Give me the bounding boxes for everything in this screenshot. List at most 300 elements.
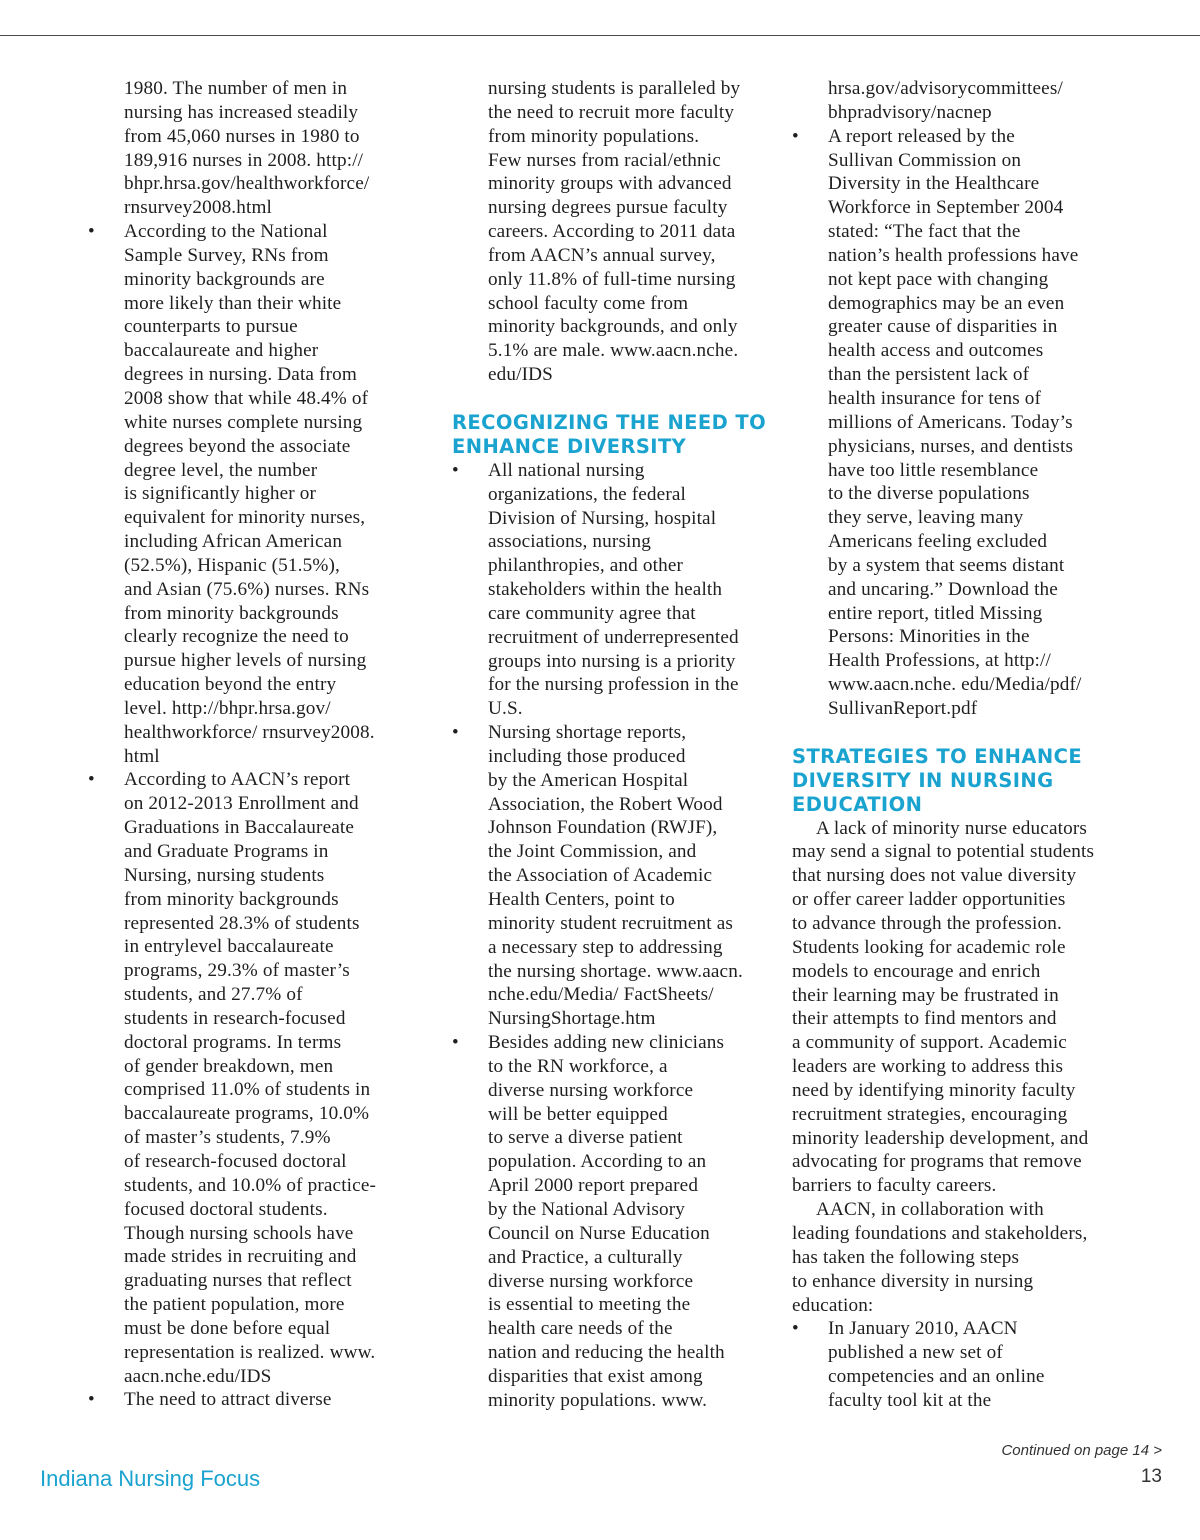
text-line: [88, 1126, 408, 1150]
text-line: [792, 101, 1137, 125]
text-line: [88, 935, 408, 959]
text-line: [452, 77, 776, 101]
line-text: 189,916 nurses in 2008. http://: [124, 149, 364, 171]
line-text: comprised 11.0% of students in: [124, 1079, 371, 1101]
text-line: [792, 817, 1137, 841]
text-line: [792, 578, 1137, 602]
text-line: [88, 912, 408, 936]
text-line: [792, 435, 1137, 459]
line-text: associations, nursing: [488, 531, 652, 553]
text-line: [88, 172, 408, 196]
text-line: [792, 1294, 1137, 1318]
line-text: April 2000 report prepared: [488, 1175, 699, 1197]
line-text: Association, the Robert Wood: [488, 793, 723, 815]
line-text: baccalaureate programs, 10.0%: [124, 1103, 370, 1125]
bullet-icon: •: [88, 769, 95, 791]
line-text: disparities that exist among: [488, 1365, 703, 1387]
line-text: published a new set of: [828, 1342, 1003, 1364]
line-text: in entrylevel baccalaureate: [124, 936, 334, 958]
text-line: [88, 1341, 408, 1365]
text-line: [88, 77, 408, 101]
text-line: [792, 1103, 1137, 1127]
line-text: the need to recruit more faculty: [488, 101, 735, 123]
text-line: [792, 1127, 1137, 1151]
text-line: [88, 1317, 408, 1341]
text-line: [792, 125, 1137, 149]
text-line: [88, 792, 408, 816]
line-text: 5.1% are male. www.aacn.nche.: [488, 340, 739, 362]
text-line: [88, 1388, 408, 1412]
text-line: [452, 1007, 776, 1031]
text-line: [452, 1222, 776, 1246]
line-text: recruitment strategies, encouraging: [792, 1103, 1068, 1125]
text-line: [452, 292, 776, 316]
text-line: [452, 1389, 776, 1413]
line-text: Though nursing schools have: [124, 1222, 354, 1244]
line-text: Health Centers, point to: [488, 889, 675, 910]
text-line: [792, 196, 1137, 220]
text-line: [792, 315, 1137, 339]
text-line: [452, 244, 776, 268]
line-text: minority backgrounds are: [124, 268, 325, 290]
line-text: bhpr.hrsa.gov/healthworkforce/: [124, 173, 370, 195]
line-text: careers. According to 2011 data: [488, 221, 736, 243]
text-line: [452, 578, 776, 602]
line-text: nursing students is paralleled by: [488, 78, 741, 99]
line-text: recruitment of underrepresented: [488, 626, 739, 648]
text-line: [792, 482, 1137, 506]
line-text: rnsurvey2008.html: [124, 197, 273, 219]
line-text: healthworkforce/ rnsurvey2008.: [124, 721, 375, 743]
text-line: [88, 768, 408, 792]
line-text: students, and 10.0% of practice-: [124, 1174, 377, 1196]
line-text: bhpradvisory/nacnep: [828, 101, 992, 123]
line-text: leaders are working to address this: [792, 1056, 1064, 1078]
text-line: [792, 244, 1137, 268]
text-line: [452, 816, 776, 840]
text-line: [792, 1246, 1137, 1270]
text-line: [88, 625, 408, 649]
text-line: [792, 1174, 1137, 1198]
line-text: school faculty come from: [488, 292, 689, 314]
line-text: they serve, leaving many: [828, 507, 1024, 529]
line-text: aacn.nche.edu/IDS: [124, 1365, 272, 1387]
line-text: have too little resemblance: [828, 459, 1039, 481]
text-line: [792, 1317, 1137, 1341]
text-line: [88, 482, 408, 506]
text-line: [452, 721, 776, 745]
text-line: [88, 1150, 408, 1174]
text-line: [452, 673, 776, 697]
text-line: [792, 1055, 1137, 1079]
text-line: [88, 149, 408, 173]
line-text: education:: [792, 1294, 874, 1316]
text-line: [88, 411, 408, 435]
text-line: [88, 649, 408, 673]
line-text: leading foundations and stakeholders,: [792, 1222, 1088, 1244]
text-line: [88, 673, 408, 697]
text-line: [792, 649, 1137, 673]
text-line: [792, 411, 1137, 435]
text-line: [452, 983, 776, 1007]
bullet-icon: •: [792, 125, 799, 147]
line-text: faculty tool kit at the: [828, 1389, 992, 1411]
line-text: degrees in nursing. Data from: [124, 364, 357, 386]
text-line: [792, 912, 1137, 936]
line-text: made strides in recruiting and: [124, 1246, 357, 1268]
text-line: [452, 172, 776, 196]
line-text: graduating nurses that reflect: [124, 1270, 352, 1292]
line-text: including those produced: [488, 745, 686, 767]
text-line: [792, 1341, 1137, 1365]
spacer: [452, 387, 776, 411]
line-text: a necessary step to addressing: [488, 936, 723, 958]
text-line: [88, 1245, 408, 1269]
line-text: pursue higher levels of nursing: [124, 650, 367, 672]
text-line: [792, 1150, 1137, 1174]
text-line: [452, 507, 776, 531]
line-text: to the RN workforce, a: [488, 1055, 668, 1077]
line-text: minority backgrounds, and only: [488, 316, 738, 338]
text-line: [88, 1055, 408, 1079]
line-text: must be done before equal: [124, 1317, 331, 1339]
text-line: [452, 602, 776, 626]
line-text: that nursing does not value diversity: [792, 865, 1077, 887]
line-text: their attempts to find mentors and: [792, 1008, 1057, 1030]
line-text: hrsa.gov/advisorycommittees/: [828, 78, 1063, 99]
text-line: [452, 793, 776, 817]
line-text: including African American: [124, 531, 343, 553]
text-line: [792, 602, 1137, 626]
text-line: [452, 220, 776, 244]
line-text: their learning may be frustrated in: [792, 984, 1059, 1006]
text-line: [452, 1317, 776, 1341]
text-line: [452, 268, 776, 292]
line-text: is essential to meeting the: [488, 1294, 691, 1316]
text-line: [88, 840, 408, 864]
line-text: minority leadership development, and: [792, 1127, 1089, 1149]
line-text: only 11.8% of full-time nursing: [488, 268, 736, 290]
line-text: SullivanReport.pdf: [828, 697, 978, 719]
text-line: [88, 1269, 408, 1293]
line-text: from minority backgrounds: [124, 602, 339, 624]
text-line: [88, 578, 408, 602]
line-text: than the persistent lack of: [828, 364, 1030, 386]
line-text: All national nursing: [488, 459, 645, 481]
line-text: the Association of Academic: [488, 865, 713, 887]
text-line: [88, 506, 408, 530]
line-text: minority populations. www.: [488, 1389, 708, 1411]
line-text: represented 28.3% of students: [124, 912, 360, 934]
text-line: [792, 363, 1137, 387]
line-text: In January 2010, AACN: [828, 1318, 1018, 1340]
text-line: [88, 1007, 408, 1031]
text-line: [792, 864, 1137, 888]
continued-note: Continued on page 14 >: [1001, 1442, 1162, 1459]
text-line: [452, 459, 776, 483]
text-line: [792, 888, 1137, 912]
bullet-icon: •: [88, 1389, 95, 1411]
text-line: [452, 339, 776, 363]
text-line: [452, 769, 776, 793]
text-line: [452, 125, 776, 149]
line-text: the nursing shortage. www.aacn.: [488, 960, 743, 982]
line-text: students in research-focused: [124, 1007, 346, 1029]
text-line: [452, 697, 776, 721]
page-number: 13: [1140, 1466, 1162, 1487]
text-line: [792, 625, 1137, 649]
text-line: [452, 1126, 776, 1150]
line-text: NursingShortage.htm: [488, 1008, 656, 1030]
text-line: [792, 984, 1137, 1008]
text-line: [792, 1389, 1137, 1413]
bullet-icon: •: [88, 221, 95, 243]
text-line: [452, 1246, 776, 1270]
text-line: [88, 292, 408, 316]
text-line: [792, 1031, 1137, 1055]
text-line: [88, 697, 408, 721]
bullet-icon: •: [452, 722, 459, 744]
text-line: [88, 268, 408, 292]
line-text: Nursing shortage reports,: [488, 722, 687, 744]
line-text: by a system that seems distant: [828, 554, 1065, 576]
text-line: [452, 1150, 776, 1174]
text-line: [452, 960, 776, 984]
line-text: nation and reducing the health: [488, 1342, 725, 1364]
text-line: [452, 483, 776, 507]
text-line: [452, 1365, 776, 1389]
text-line: [452, 1055, 776, 1079]
text-line: [792, 339, 1137, 363]
text-line: [88, 888, 408, 912]
text-line: [88, 983, 408, 1007]
line-text: models to encourage and enrich: [792, 960, 1041, 982]
bullet-icon: •: [452, 459, 459, 481]
line-text: programs, 29.3% of master’s: [124, 960, 350, 982]
text-line: [452, 912, 776, 936]
text-line: [452, 1174, 776, 1198]
line-text: from minority backgrounds: [124, 888, 339, 910]
text-line: [88, 1102, 408, 1126]
text-line: [88, 1174, 408, 1198]
line-text: Johnson Foundation (RWJF),: [488, 817, 718, 839]
line-text: demographics may be an even: [828, 292, 1065, 314]
text-line: [792, 1198, 1137, 1222]
line-text: stated: “The fact that the: [828, 221, 1021, 243]
line-text: Few nurses from racial/ethnic: [488, 149, 721, 171]
line-text: According to the National: [124, 221, 328, 243]
column-1: [88, 77, 408, 1412]
line-text: care community agree that: [488, 602, 696, 624]
text-line: [88, 387, 408, 411]
line-text: The need to attract diverse: [124, 1389, 332, 1411]
text-line: [452, 745, 776, 769]
text-line: [452, 149, 776, 173]
section-heading: DIVERSITY IN NURSING: [792, 768, 1054, 792]
line-text: stakeholders within the health: [488, 579, 723, 601]
line-text: white nurses complete nursing: [124, 411, 363, 433]
line-text: organizations, the federal: [488, 483, 687, 505]
line-text: diverse nursing workforce: [488, 1270, 694, 1292]
line-text: nursing degrees pursue faculty: [488, 197, 728, 219]
text-line: [452, 554, 776, 578]
line-text: by the American Hospital: [488, 769, 689, 791]
line-text: may send a signal to potential students: [792, 841, 1095, 863]
text-line: [792, 697, 1137, 721]
line-text: students, and 27.7% of: [124, 984, 303, 1006]
text-line: [88, 125, 408, 149]
section-heading: STRATEGIES TO ENHANCE: [792, 744, 1083, 768]
line-text: (52.5%), Hispanic (51.5%),: [124, 554, 340, 576]
line-text: population. According to an: [488, 1151, 707, 1173]
text-line: [88, 435, 408, 459]
line-text: According to AACN’s report: [124, 769, 351, 791]
line-text: from minority populations.: [488, 125, 700, 147]
bullet-icon: •: [792, 1318, 799, 1340]
line-text: and Graduate Programs in: [124, 841, 329, 862]
line-text: has taken the following steps: [792, 1246, 1020, 1268]
top-rule: [0, 35, 1200, 36]
text-line: [88, 959, 408, 983]
line-text: nche.edu/Media/ FactSheets/: [488, 984, 714, 1006]
line-text: will be better equipped: [488, 1103, 668, 1125]
line-text: diverse nursing workforce: [488, 1079, 694, 1101]
line-text: of master’s students, 7.9%: [124, 1127, 331, 1149]
line-text: more likely than their white: [124, 292, 342, 314]
line-text: to enhance diversity in nursing: [792, 1270, 1034, 1292]
text-line: [452, 1031, 776, 1055]
line-text: to advance through the profession.: [792, 913, 1062, 934]
line-text: html: [124, 745, 160, 767]
text-line: [88, 745, 408, 769]
text-line: [88, 864, 408, 888]
line-text: entire report, titled Missing: [828, 602, 1043, 624]
line-text: of gender breakdown, men: [124, 1055, 334, 1077]
text-line: [88, 363, 408, 387]
line-text: Health Professions, at http://: [828, 650, 1052, 672]
text-line: [88, 1198, 408, 1222]
line-text: the patient population, more: [124, 1294, 345, 1316]
column-2: [452, 77, 776, 1413]
line-text: 1980. The number of men in: [124, 78, 348, 99]
line-text: and Practice, a culturally: [488, 1246, 683, 1268]
line-text: millions of Americans. Today’s: [828, 411, 1073, 433]
line-text: nursing has increased steadily: [124, 101, 359, 123]
publication-title: Indiana Nursing Focus: [40, 1466, 261, 1491]
bullet-icon: •: [452, 1032, 459, 1054]
text-line: [792, 77, 1137, 101]
text-line: [452, 1341, 776, 1365]
line-text: edu/IDS: [488, 364, 554, 386]
text-line: [452, 1103, 776, 1127]
text-line: [88, 101, 408, 125]
line-text: health care needs of the: [488, 1318, 673, 1340]
text-line: [88, 459, 408, 483]
text-line: [452, 888, 776, 912]
text-line: [792, 1222, 1137, 1246]
line-text: Workforce in September 2004: [828, 197, 1064, 219]
text-line: [88, 1031, 408, 1055]
line-text: from AACN’s annual survey,: [488, 244, 716, 266]
line-text: nation’s health professions have: [828, 244, 1079, 266]
line-text: greater cause of disparities in: [828, 316, 1058, 338]
text-line: [792, 840, 1137, 864]
text-line: [792, 1365, 1137, 1389]
line-text: www.aacn.nche. edu/Media/pdf/: [828, 674, 1082, 696]
text-line: [792, 673, 1137, 697]
line-text: a community of support. Academic: [792, 1032, 1067, 1054]
line-text: A report released by the: [828, 125, 1015, 147]
text-line: [88, 315, 408, 339]
text-line: [792, 506, 1137, 530]
line-text: Sullivan Commission on: [828, 149, 1022, 171]
line-text: need by identifying minority faculty: [792, 1079, 1076, 1101]
text-line: [452, 101, 776, 125]
text-line: [452, 840, 776, 864]
line-text: Council on Nurse Education: [488, 1222, 710, 1244]
line-text: degree level, the number: [124, 459, 318, 481]
text-line: [452, 530, 776, 554]
text-line: [452, 936, 776, 960]
text-line: [452, 864, 776, 888]
text-line: [88, 220, 408, 244]
text-line: [792, 220, 1137, 244]
text-line: [88, 602, 408, 626]
text-line: [88, 530, 408, 554]
line-text: Graduations in Baccalaureate: [124, 817, 355, 839]
text-line: [88, 244, 408, 268]
line-text: Nursing, nursing students: [124, 864, 325, 886]
line-text: degrees beyond the associate: [124, 435, 351, 457]
text-line: [88, 196, 408, 220]
line-text: competencies and an online: [828, 1366, 1045, 1388]
text-line: [88, 1293, 408, 1317]
line-text: A lack of minority nurse educators: [816, 817, 1087, 839]
line-text: for the nursing profession in the: [488, 674, 739, 696]
text-line: [452, 626, 776, 650]
text-line: [88, 1078, 408, 1102]
line-text: doctoral programs. In terms: [124, 1031, 342, 1053]
line-text: AACN, in collaboration with: [816, 1199, 1044, 1221]
text-line: [792, 387, 1137, 411]
line-text: Persons: Minorities in the: [828, 626, 1030, 648]
text-line: [792, 554, 1137, 578]
column-3: [792, 77, 1137, 1413]
text-line: [452, 363, 776, 387]
line-text: on 2012-2013 Enrollment and: [124, 793, 359, 815]
line-text: Division of Nursing, hospital: [488, 507, 717, 529]
line-text: counterparts to pursue: [124, 316, 298, 338]
text-line: [792, 292, 1137, 316]
line-text: equivalent for minority nurses,: [124, 507, 366, 529]
text-line: [792, 459, 1137, 483]
line-text: the Joint Commission, and: [488, 841, 697, 863]
text-line: [88, 339, 408, 363]
text-line: [792, 1007, 1137, 1031]
text-line: [88, 554, 408, 578]
line-text: U.S.: [488, 698, 523, 720]
line-text: 2008 show that while 48.4% of: [124, 387, 369, 409]
line-text: Americans feeling excluded: [828, 531, 1048, 553]
text-line: [452, 1079, 776, 1103]
line-text: or offer career ladder opportunities: [792, 889, 1066, 911]
text-line: [88, 1365, 408, 1389]
line-text: Besides adding new clinicians: [488, 1032, 725, 1054]
line-text: advocating for programs that remove: [792, 1151, 1082, 1173]
line-text: physicians, nurses, and dentists: [828, 435, 1074, 457]
line-text: groups into nursing is a priority: [488, 650, 736, 672]
text-line: [792, 172, 1137, 196]
